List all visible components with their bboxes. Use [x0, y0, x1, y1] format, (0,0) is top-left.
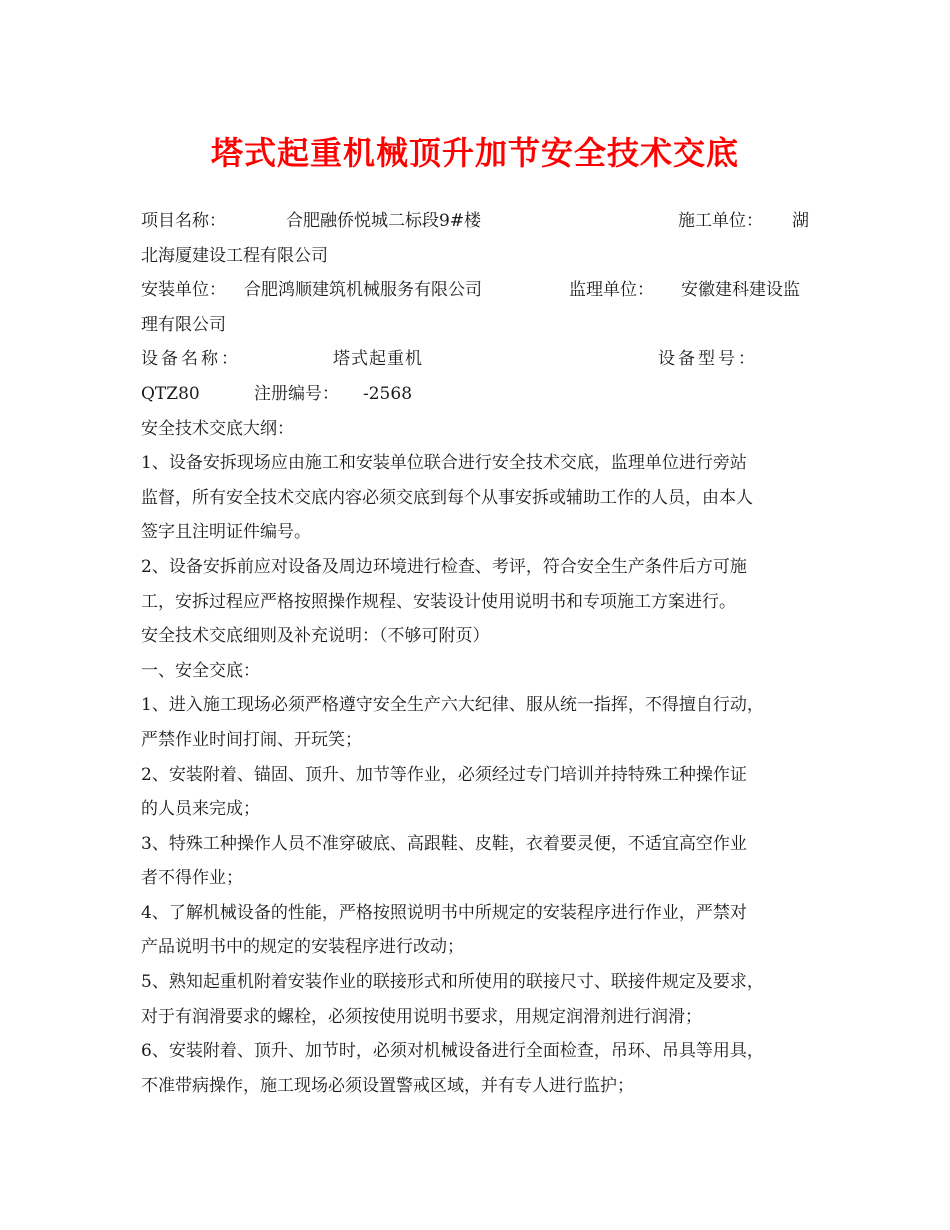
outline-heading: 安全技术交底大纲： — [141, 418, 294, 439]
outline-item-1-line-2: 监督，所有安全技术交底内容必须交底到每个从事安拆或辅助工作的人员，由本人 — [141, 487, 753, 508]
header-line-construction-cont — [141, 239, 821, 274]
registration-value: -2568 — [363, 383, 413, 404]
supervision-unit-value-cont: 理有限公司 — [141, 314, 226, 335]
outline-item-2-line-2: 工，安拆过程应严格按照操作规程、安装设计使用说明书和专项施工方案进行。 — [141, 591, 736, 612]
outline-item-2-line-1: 2、设备安拆前应对设备及周边环境进行检查、考评，符合安全生产条件后方可施 — [141, 556, 747, 577]
detail-item-4-line-1: 4、了解机械设备的性能，严格按照说明书中所规定的安装程序进行作业，严禁对 — [141, 902, 747, 923]
detail-item-5-line-2: 对于有润滑要求的螺栓，必须按使用说明书要求，用规定润滑剂进行润滑； — [141, 1006, 702, 1027]
detail-item-6-line-1: 6、安装附着、顶升、加节时，必须对机械设备进行全面检查，吊环、吊具等用具， — [141, 1041, 764, 1062]
install-unit-label: 安装单位： — [141, 280, 226, 301]
supervision-unit-value-start: 安徽建科建设监 — [681, 280, 800, 301]
header-line-project — [141, 204, 821, 239]
document-title: 塔式起重机械顶升加节安全技术交底 — [210, 134, 739, 172]
header-line-supervision-cont — [141, 308, 821, 343]
equipment-name-value: 塔式起重机 — [333, 349, 423, 370]
detail-item-1-line-1: 1、进入施工现场必须严格遵守安全生产六大纪律、服从统一指挥，不得擅自行动， — [141, 695, 764, 716]
detail-item-6-line-2: 不准带病操作，施工现场必须设置警戒区域，并有专人进行监护； — [141, 1075, 634, 1096]
registration-label: 注册编号： — [254, 383, 339, 404]
details-heading: 安全技术交底细则及补充说明：（不够可附页） — [141, 626, 490, 647]
outline-item-1-line-3: 签字且注明证件编号。 — [141, 522, 311, 543]
header-line-model — [141, 377, 821, 412]
construction-unit-value-cont: 北海厦建设工程有限公司 — [141, 245, 328, 266]
header-line-install — [141, 273, 821, 308]
construction-unit-value-start: 湖 — [792, 211, 809, 231]
detail-item-1-line-2: 严禁作业时间打闹、开玩笑； — [141, 729, 362, 750]
equipment-name-label: 设备名称： — [141, 349, 241, 370]
header-line-equipment — [141, 342, 821, 377]
equipment-model-label: 设备型号： — [658, 349, 758, 370]
detail-item-2-line-2: 的人员来完成； — [141, 799, 260, 820]
detail-item-5-line-1: 5、熟知起重机附着安装作业的联接形式和所使用的联接尺寸、联接件规定及要求， — [141, 972, 764, 993]
detail-item-3-line-1: 3、特殊工种操作人员不准穿破底、高跟鞋、皮鞋，衣着要灵便，不适宜高空作业 — [141, 833, 747, 854]
outline-item-1-line-1: 1、设备安拆现场应由施工和安装单位联合进行安全技术交底，监理单位进行旁站 — [141, 453, 747, 474]
details-section-heading: 一、安全交底： — [141, 660, 260, 681]
install-unit-value: 合肥鸿顺建筑机械服务有限公司 — [244, 280, 482, 301]
equipment-model-value: QTZ80 — [141, 383, 200, 404]
project-value: 合肥融侨悦城二标段9#楼 — [286, 211, 482, 231]
detail-item-4-line-2: 产品说明书中的规定的安装程序进行改动； — [141, 937, 464, 958]
project-label: 项目名称： — [141, 211, 226, 231]
document-body — [141, 204, 821, 1103]
detail-item-3-line-2: 者不得作业； — [141, 868, 243, 889]
supervision-unit-label: 监理单位： — [569, 280, 654, 301]
detail-item-2-line-1: 2、安装附着、锚固、顶升、加节等作业，必须经过专门培训并持特殊工种操作证 — [141, 764, 747, 785]
construction-unit-label: 施工单位： — [678, 211, 763, 231]
